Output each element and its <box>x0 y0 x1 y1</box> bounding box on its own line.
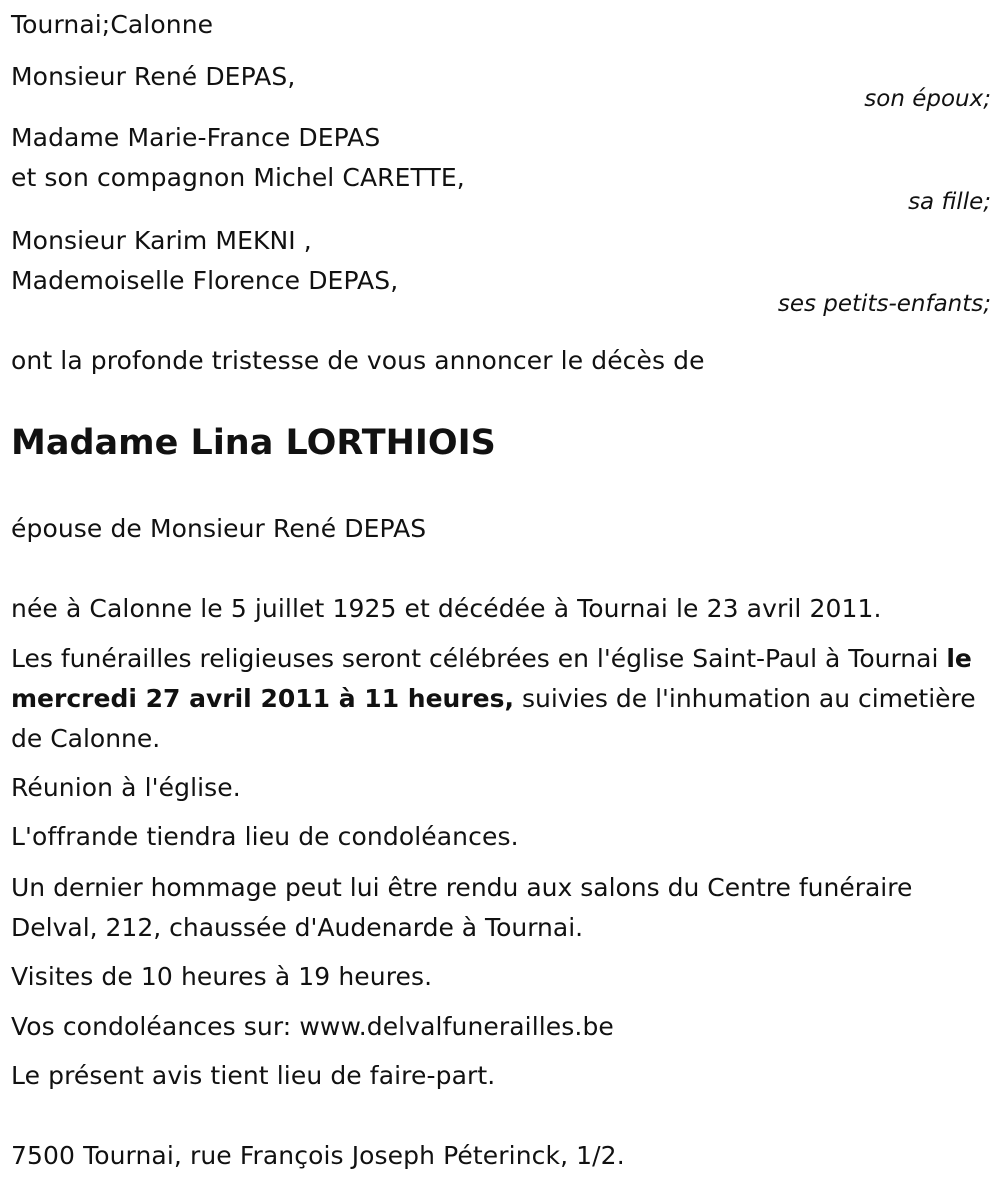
daughter-name: Madame Marie-France DEPAS <box>11 123 381 152</box>
birth-death-line: née à Calonne le 5 juillet 1925 et décédée à Tournai le 23 avril 2011. <box>11 594 882 623</box>
address-line: 7500 Tournai, rue François Joseph Péterinck, 1/2. <box>11 1141 625 1170</box>
grandchildren-role: ses petits-enfants; <box>777 291 991 317</box>
grandchild-2: Mademoiselle Florence DEPAS, <box>11 266 399 295</box>
funeral-text-before: Les funérailles religieuses seront célébrées en l'église Saint-Paul à Tournai <box>11 644 947 673</box>
spouse-role: son époux; <box>864 86 991 112</box>
funeral-text-after: suivies de l'inhumation au cimetière de Calonne. <box>11 684 976 753</box>
meeting-line: Réunion à l'église. <box>11 773 241 802</box>
visits-line: Visites de 10 heures à 19 heures. <box>11 962 433 991</box>
tribute-paragraph: Un dernier hommage peut lui être rendu aux salons du Centre funéraire Delval, 212, chaussée d'Audenarde à Tournai. <box>11 873 913 942</box>
daughter-role: sa fille; <box>908 189 991 215</box>
offering-line: L'offrande tiendra lieu de condoléances. <box>11 822 519 851</box>
spouse-of-line: épouse de Monsieur René DEPAS <box>11 514 427 543</box>
spouse-name: Monsieur René DEPAS, <box>11 62 296 91</box>
announcement-text: ont la profonde tristesse de vous annoncer le décès de <box>11 346 705 375</box>
grandchild-1: Monsieur Karim MEKNI , <box>11 226 312 255</box>
notice-line: Le présent avis tient lieu de faire-part. <box>11 1061 496 1090</box>
obituary-notice <box>11 0 991 1191</box>
deceased-name: Madame Lina LORTHIOIS <box>11 423 496 463</box>
funeral-date: le mercredi 27 avril 2011 à 11 heures, <box>11 644 972 713</box>
daughter-partner: et son compagnon Michel CARETTE, <box>11 163 465 192</box>
funeral-paragraph <box>11 639 986 759</box>
location-header: Tournai;Calonne <box>11 10 214 39</box>
condolences-line: Vos condoléances sur: www.delvalfunerailles.be <box>11 1012 614 1041</box>
